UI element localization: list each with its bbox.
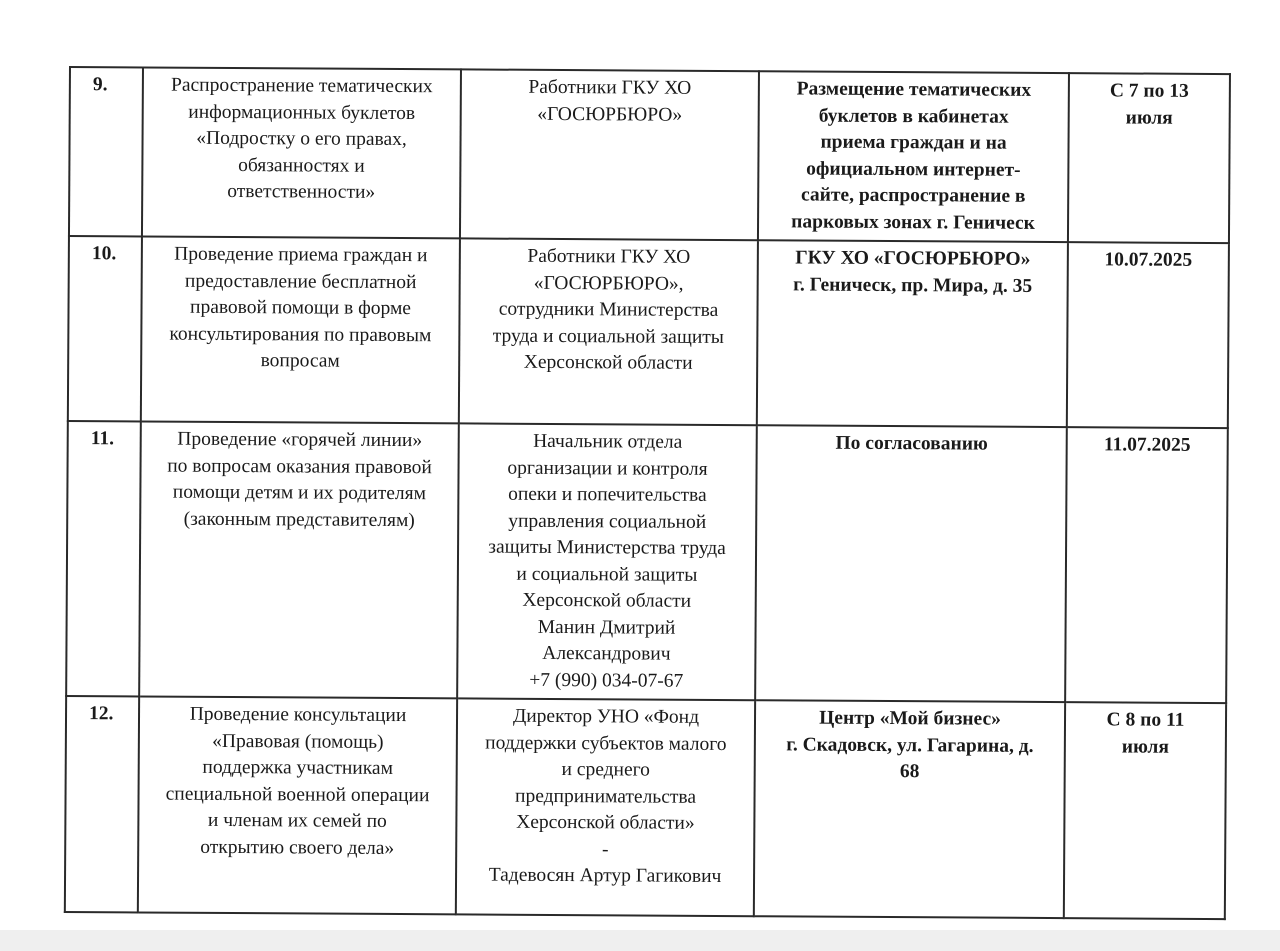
table-row — [65, 696, 1226, 919]
events-table — [64, 66, 1231, 920]
event-date: С 8 по 11 июля — [1064, 702, 1226, 919]
event-date: С 7 по 13 июля — [1068, 73, 1230, 243]
event-location: По согласованию — [755, 425, 1067, 702]
table-row — [69, 67, 1230, 243]
responsible-persons: Работники ГКУ ХО «ГОСЮРБЮРО», сотрудники Министерства труда и социальной защиты Херсонской области — [459, 238, 758, 425]
scan-bottom-strip — [0, 930, 1280, 951]
event-description: Проведение приема граждан и предоставление бесплатной правовой помощи в форме консультирования по правовым вопросам — [141, 236, 460, 423]
responsible-persons: Директор УНО «Фонд поддержки субъектов малого и среднего предпринимательства Херсонской области» - Тадевосян Артур Гагикович — [456, 698, 755, 916]
event-date: 11.07.2025 — [1065, 427, 1228, 703]
table-row — [66, 421, 1228, 703]
event-description: Распространение тематических информационных буклетов «Подростку о его правах, обязанностях и ответственности» — [142, 67, 461, 238]
responsible-persons: Начальник отдела организации и контроля опеки и попечительства управления социальной защиты Министерства труда и социальной защиты Херсонской области Манин Дмитрий Александрович +7 (990) 034-07-67 — [457, 423, 757, 700]
responsible-persons: Работники ГКУ ХО «ГОСЮРБЮРО» — [460, 69, 759, 240]
event-location: ГКУ ХО «ГОСЮРБЮРО» г. Геническ, пр. Мира, д. 35 — [757, 240, 1068, 427]
event-description: Проведение «горячей линии» по вопросам оказания правовой помощи детям и их родителям (законным представителям) — [139, 421, 459, 698]
row-number: 12. — [65, 696, 139, 912]
event-date: 10.07.2025 — [1067, 242, 1229, 428]
event-location: Размещение тематических буклетов в кабинетах приема граждан и на официальном интернет- сайте, распространение в парковых зонах г. Геническ — [758, 71, 1069, 242]
event-description: Проведение консультации «Правовая (помощь) поддержка участникам специальной военной операции и членам их семей по открытию своего дела» — [138, 696, 457, 914]
table-row — [68, 236, 1229, 428]
event-location: Центр «Мой бизнес» г. Скадовск, ул. Гагарина, д. 68 — [754, 700, 1065, 918]
row-number: 10. — [68, 236, 142, 421]
row-number: 11. — [66, 421, 141, 696]
row-number: 9. — [69, 67, 143, 236]
